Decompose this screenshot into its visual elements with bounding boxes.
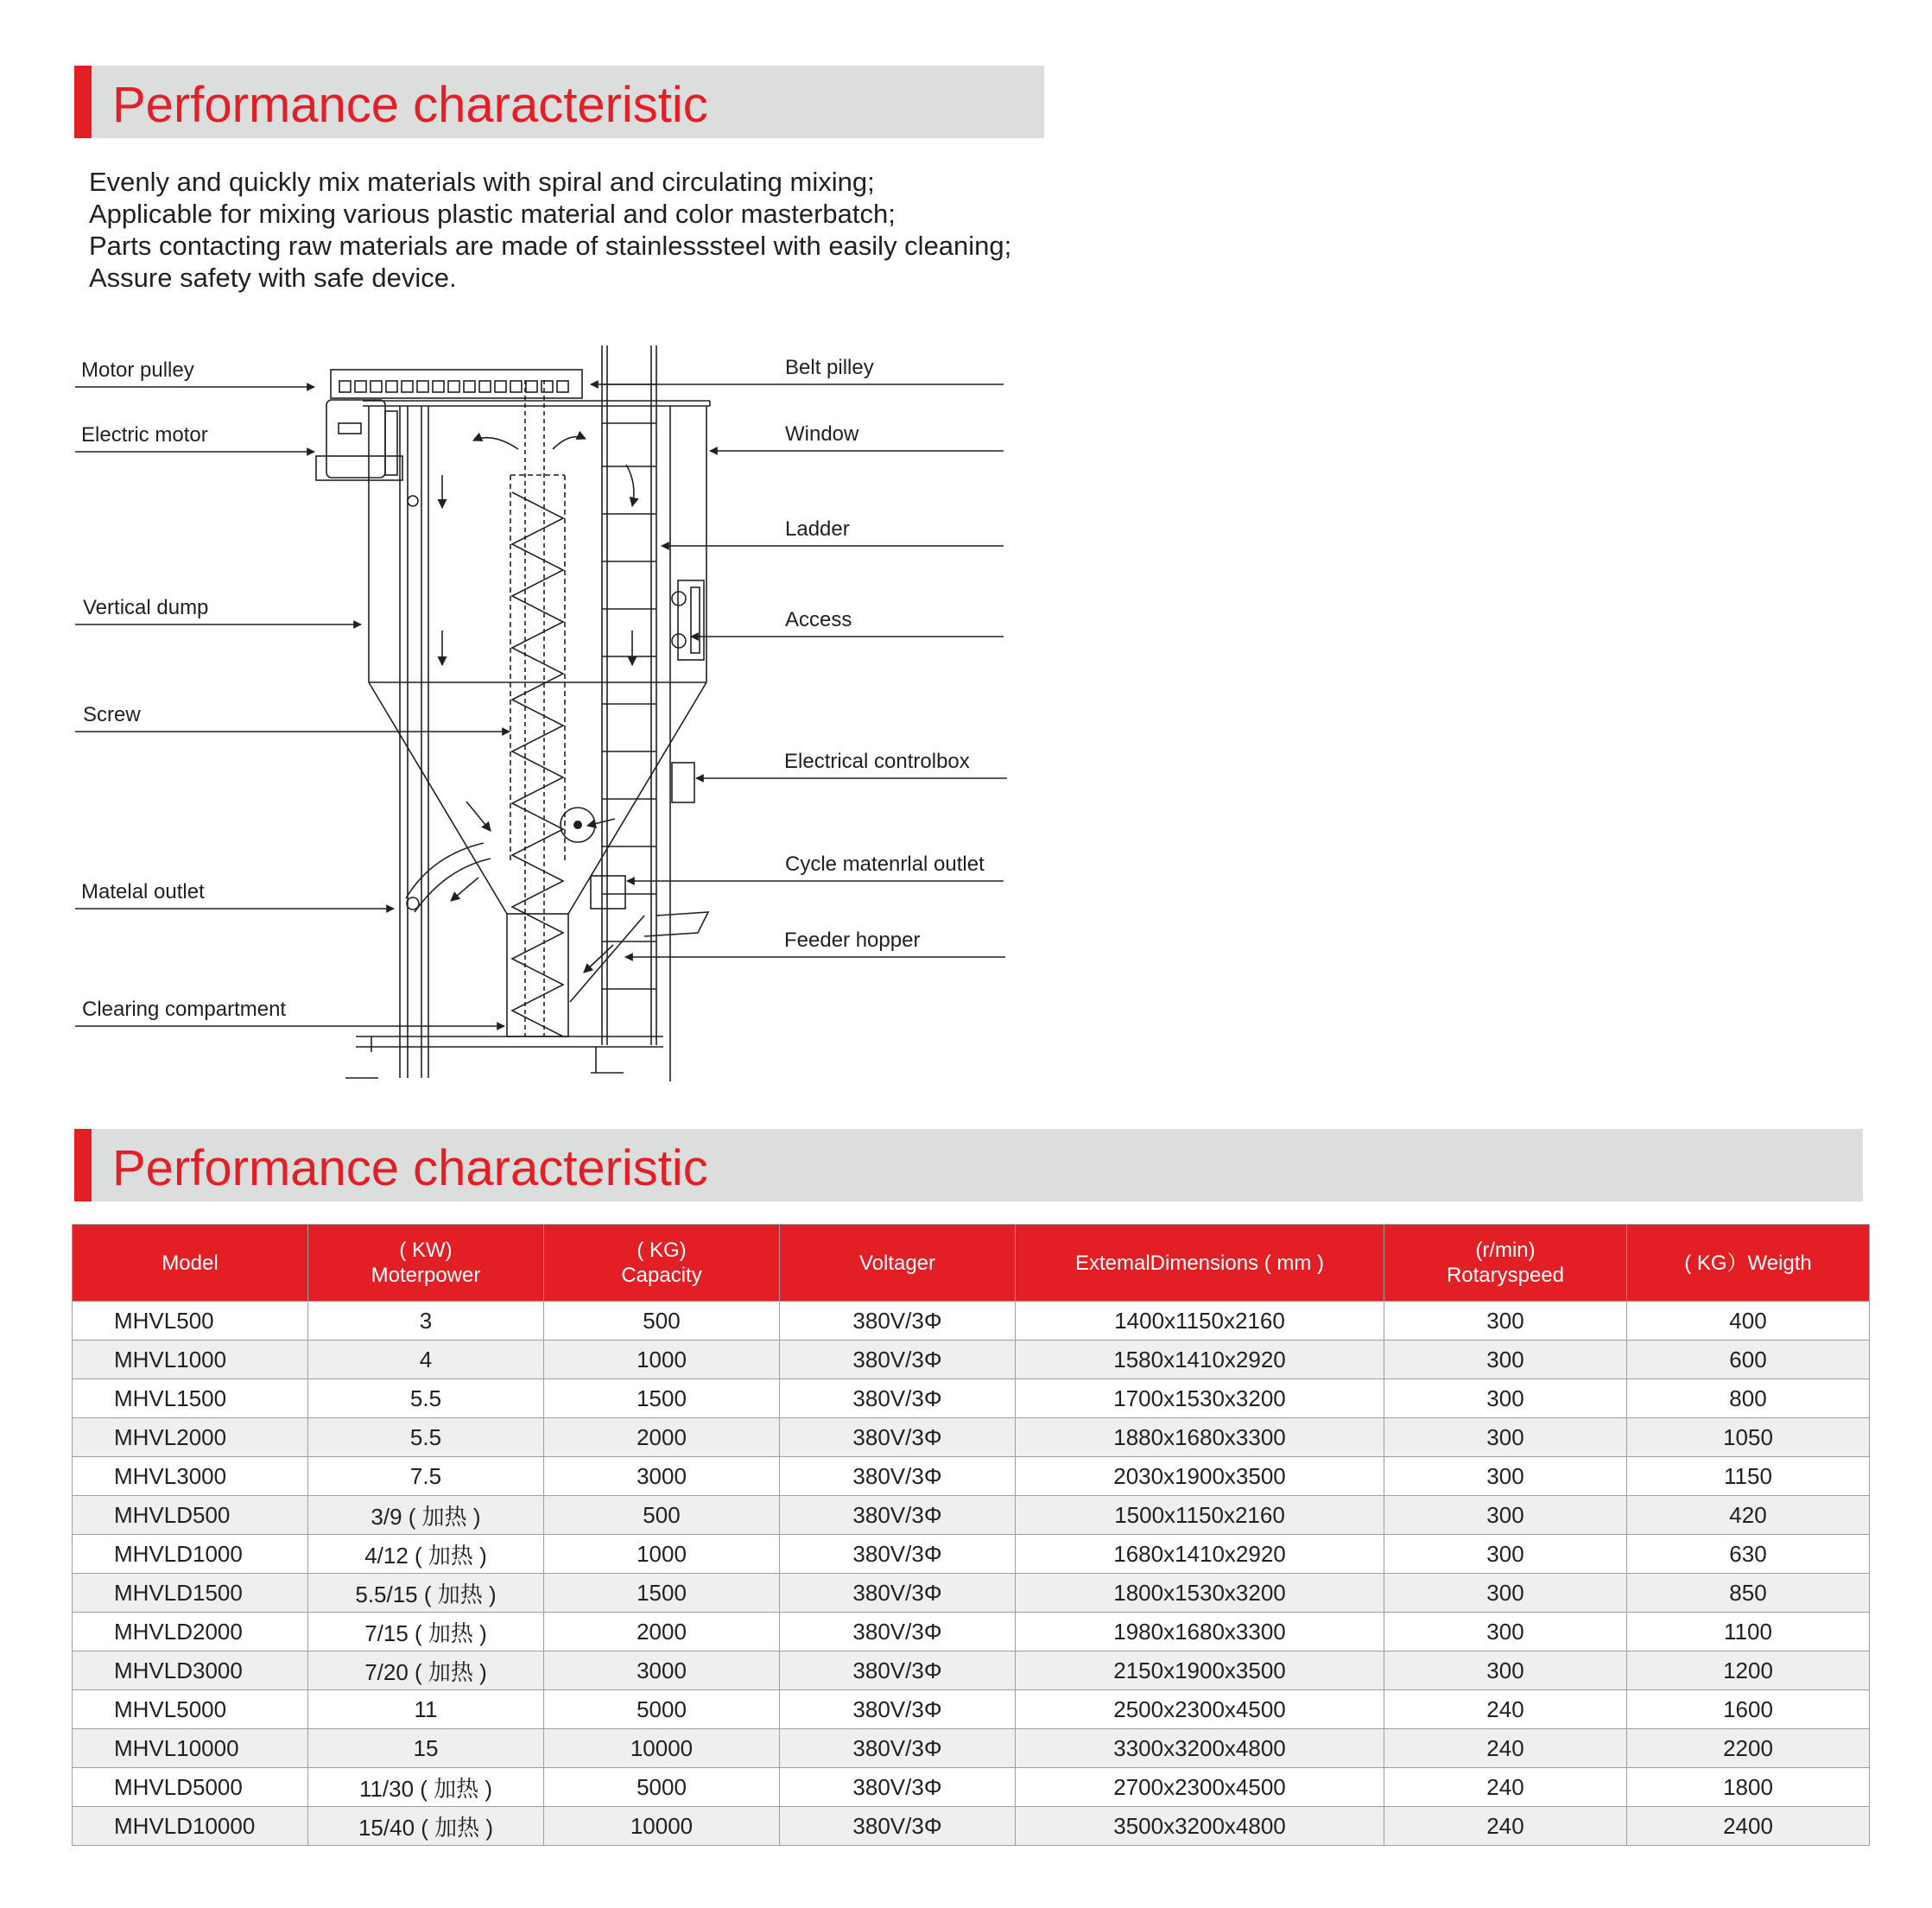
cell-motor-power: 5.5/15 ( 加热 ) <box>308 1574 544 1613</box>
table-row <box>73 1379 1870 1418</box>
cell-model: MHVL1500 <box>73 1379 308 1418</box>
cell-weight: 420 <box>1627 1496 1870 1535</box>
cell-weight: 1200 <box>1627 1651 1870 1690</box>
flow-arrows <box>442 437 634 973</box>
cell-voltage: 380V/3Φ <box>780 1690 1016 1729</box>
mixer-outline <box>316 345 710 1081</box>
cell-dimensions: 1680x1410x2920 <box>1016 1535 1384 1574</box>
cell-rotary-speed: 300 <box>1384 1418 1627 1457</box>
cell-capacity: 1000 <box>544 1535 780 1574</box>
label-clearing-compartment: Clearing compartment <box>82 998 287 1021</box>
cell-rotary-speed: 300 <box>1384 1341 1627 1379</box>
cell-motor-power: 4/12 ( 加热 ) <box>308 1535 544 1574</box>
cell-rotary-speed: 300 <box>1384 1496 1627 1535</box>
table-header-row <box>73 1225 1870 1302</box>
cell-weight: 800 <box>1627 1379 1870 1418</box>
cell-capacity: 2000 <box>544 1418 780 1457</box>
cell-dimensions: 1980x1680x3300 <box>1016 1613 1384 1651</box>
feature-list <box>89 166 1011 294</box>
table-row <box>73 1418 1870 1457</box>
table-row <box>73 1690 1870 1729</box>
cell-motor-power: 7.5 <box>308 1457 544 1496</box>
table-row <box>73 1574 1870 1613</box>
cell-weight: 850 <box>1627 1574 1870 1613</box>
section-title: Performance characteristic <box>112 1140 708 1196</box>
col-header-rotary-speed: (r/min) Rotaryspeed <box>1384 1225 1627 1302</box>
cell-dimensions: 2030x1900x3500 <box>1016 1457 1384 1496</box>
cell-motor-power: 7/15 ( 加热 ) <box>308 1613 544 1651</box>
cell-voltage: 380V/3Φ <box>780 1418 1016 1457</box>
col-header-weight: ( KG）Weigth <box>1627 1225 1870 1302</box>
cell-model: MHVL3000 <box>73 1457 308 1496</box>
cell-weight: 400 <box>1627 1302 1870 1341</box>
cell-voltage: 380V/3Φ <box>780 1729 1016 1768</box>
cell-weight: 2400 <box>1627 1807 1870 1846</box>
cell-rotary-speed: 240 <box>1384 1807 1627 1846</box>
cell-motor-power: 5.5 <box>308 1418 544 1457</box>
cell-model: MHVLD2000 <box>73 1613 308 1651</box>
cell-voltage: 380V/3Φ <box>780 1496 1016 1535</box>
table-row <box>73 1496 1870 1535</box>
label-cycle-material-outlet: Cycle matenrlal outlet <box>785 853 985 876</box>
cell-weight: 1050 <box>1627 1418 1870 1457</box>
cell-motor-power: 11 <box>308 1690 544 1729</box>
cell-model: MHVLD10000 <box>73 1807 308 1846</box>
label-electric-motor: Electric motor <box>81 423 208 447</box>
cell-motor-power: 15 <box>308 1729 544 1768</box>
cell-model: MHVL5000 <box>73 1690 308 1729</box>
cell-rotary-speed: 300 <box>1384 1457 1627 1496</box>
cell-dimensions: 1880x1680x3300 <box>1016 1418 1384 1457</box>
cell-dimensions: 1500x1150x2160 <box>1016 1496 1384 1535</box>
col-header-dimensions: ExtemalDimensions ( mm ) <box>1016 1225 1384 1302</box>
cell-capacity: 500 <box>544 1496 780 1535</box>
table-row <box>73 1341 1870 1379</box>
cell-weight: 1100 <box>1627 1613 1870 1651</box>
cell-rotary-speed: 300 <box>1384 1535 1627 1574</box>
label-access: Access <box>785 608 852 631</box>
cell-dimensions: 2700x2300x4500 <box>1016 1768 1384 1807</box>
cell-capacity: 2000 <box>544 1613 780 1651</box>
cell-weight: 600 <box>1627 1341 1870 1379</box>
cell-model: MHVLD3000 <box>73 1651 308 1690</box>
cell-voltage: 380V/3Φ <box>780 1341 1016 1379</box>
cell-model: MHVL10000 <box>73 1729 308 1768</box>
label-screw: Screw <box>83 703 141 726</box>
label-feeder-hopper: Feeder hopper <box>784 929 921 952</box>
cell-motor-power: 15/40 ( 加热 ) <box>308 1807 544 1846</box>
cell-weight: 630 <box>1627 1535 1870 1574</box>
cell-capacity: 1000 <box>544 1341 780 1379</box>
cell-model: MHVLD1500 <box>73 1574 308 1613</box>
label-belt-pulley: Belt pilley <box>785 356 874 379</box>
cell-model: MHVL1000 <box>73 1341 308 1379</box>
header-accent-bar <box>74 66 92 138</box>
cell-voltage: 380V/3Φ <box>780 1768 1016 1807</box>
cell-dimensions: 1400x1150x2160 <box>1016 1302 1384 1341</box>
cell-dimensions: 3300x3200x4800 <box>1016 1729 1384 1768</box>
cell-motor-power: 3/9 ( 加热 ) <box>308 1496 544 1535</box>
cell-model: MHVLD1000 <box>73 1535 308 1574</box>
cell-voltage: 380V/3Φ <box>780 1535 1016 1574</box>
cell-weight: 1150 <box>1627 1457 1870 1496</box>
cell-dimensions: 2150x1900x3500 <box>1016 1651 1384 1690</box>
cell-capacity: 10000 <box>544 1729 780 1768</box>
cell-voltage: 380V/3Φ <box>780 1379 1016 1418</box>
label-vertical-dump: Vertical dump <box>83 596 209 619</box>
table-body <box>73 1302 1870 1846</box>
table-row <box>73 1302 1870 1341</box>
cell-voltage: 380V/3Φ <box>780 1613 1016 1651</box>
cell-model: MHVL2000 <box>73 1418 308 1457</box>
feature-item: Evenly and quickly mix materials with spiral and circulating mixing; <box>89 167 875 197</box>
cell-capacity: 10000 <box>544 1807 780 1846</box>
cell-motor-power: 4 <box>308 1341 544 1379</box>
cell-weight: 1800 <box>1627 1768 1870 1807</box>
cell-voltage: 380V/3Φ <box>780 1651 1016 1690</box>
cell-rotary-speed: 300 <box>1384 1379 1627 1418</box>
cell-model: MHVL500 <box>73 1302 308 1341</box>
table-row <box>73 1729 1870 1768</box>
mixer-diagram <box>0 328 1036 1088</box>
label-ladder: Ladder <box>785 517 850 541</box>
belt-cells <box>339 381 568 392</box>
col-header-motor-power: ( KW) Moterpower <box>308 1225 544 1302</box>
cell-rotary-speed: 300 <box>1384 1302 1627 1341</box>
table-row <box>73 1807 1870 1846</box>
label-window: Window <box>785 422 859 446</box>
cell-motor-power: 11/30 ( 加热 ) <box>308 1768 544 1807</box>
cell-voltage: 380V/3Φ <box>780 1302 1016 1341</box>
cell-rotary-speed: 300 <box>1384 1574 1627 1613</box>
table-row <box>73 1651 1870 1690</box>
spec-table <box>72 1224 1870 1846</box>
table-row <box>73 1535 1870 1574</box>
label-motor-pulley: Motor pulley <box>81 358 194 382</box>
section-title: Performance characteristic <box>112 77 708 133</box>
cell-capacity: 1500 <box>544 1574 780 1613</box>
header-accent-bar <box>74 1129 92 1201</box>
cell-capacity: 3000 <box>544 1457 780 1496</box>
cell-motor-power: 3 <box>308 1302 544 1341</box>
cell-voltage: 380V/3Φ <box>780 1457 1016 1496</box>
cell-model: MHVLD5000 <box>73 1768 308 1807</box>
cell-weight: 2200 <box>1627 1729 1870 1768</box>
cell-rotary-speed: 240 <box>1384 1768 1627 1807</box>
cell-capacity: 1500 <box>544 1379 780 1418</box>
cell-weight: 1600 <box>1627 1690 1870 1729</box>
cell-rotary-speed: 240 <box>1384 1729 1627 1768</box>
cell-capacity: 5000 <box>544 1768 780 1807</box>
table-row <box>73 1613 1870 1651</box>
cell-dimensions: 1800x1530x3200 <box>1016 1574 1384 1613</box>
cell-capacity: 500 <box>544 1302 780 1341</box>
section-header-specs <box>74 1129 1863 1201</box>
cell-motor-power: 5.5 <box>308 1379 544 1418</box>
col-header-capacity: ( KG) Capacity <box>544 1225 780 1302</box>
cell-dimensions: 2500x2300x4500 <box>1016 1690 1384 1729</box>
cell-dimensions: 3500x3200x4800 <box>1016 1807 1384 1846</box>
feature-item: Parts contacting raw materials are made of stainlesssteel with easily cleaning; <box>89 231 1012 261</box>
feature-item: Assure safety with safe device. <box>89 263 457 293</box>
cell-model: MHVLD500 <box>73 1496 308 1535</box>
cell-dimensions: 1700x1530x3200 <box>1016 1379 1384 1418</box>
cell-voltage: 380V/3Φ <box>780 1574 1016 1613</box>
cell-voltage: 380V/3Φ <box>780 1807 1016 1846</box>
col-header-model: Model <box>73 1225 308 1302</box>
cell-motor-power: 7/20 ( 加热 ) <box>308 1651 544 1690</box>
table-row <box>73 1768 1870 1807</box>
col-header-voltage: Voltager <box>780 1225 1016 1302</box>
cell-dimensions: 1580x1410x2920 <box>1016 1341 1384 1379</box>
cell-capacity: 3000 <box>544 1651 780 1690</box>
feature-item: Applicable for mixing various plastic material and color masterbatch; <box>89 199 896 229</box>
label-material-outlet: Matelal outlet <box>81 880 205 903</box>
cell-rotary-speed: 300 <box>1384 1613 1627 1651</box>
label-electrical-controlbox: Electrical controlbox <box>784 750 970 773</box>
table-row <box>73 1457 1870 1496</box>
cell-rotary-speed: 300 <box>1384 1651 1627 1690</box>
cell-capacity: 5000 <box>544 1690 780 1729</box>
cell-rotary-speed: 240 <box>1384 1690 1627 1729</box>
section-header-features <box>74 66 1044 138</box>
